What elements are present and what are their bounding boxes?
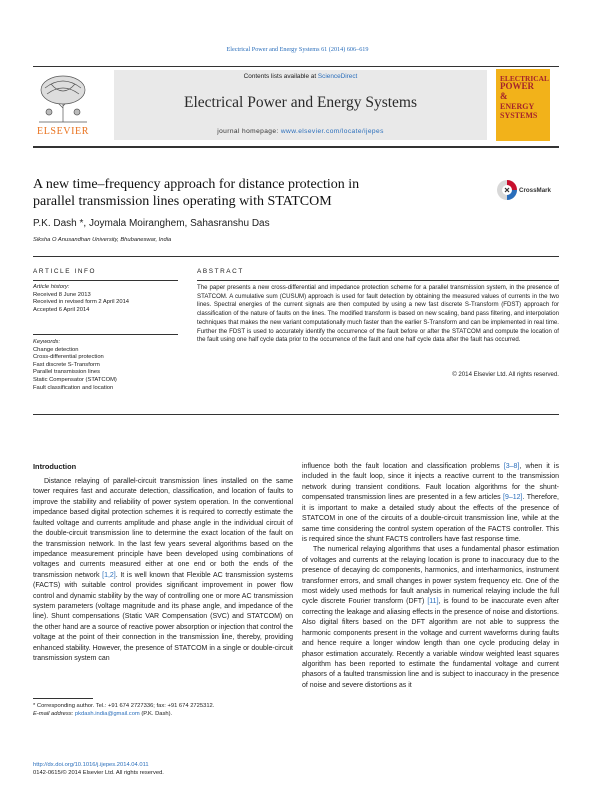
- email-link[interactable]: pkdash.india@gmail.com: [74, 711, 140, 718]
- paragraph: [33, 477, 293, 665]
- cover-line-3: &: [500, 91, 508, 101]
- paragraph-text: Distance relaying of parallel-circuit transmission lines installed on the same tower requires fast and accurate detection, classification, and location of faults to improve the stability and reliability of power system operation. In the conventional impedance based digital protection schemes it is required to correctly estimate the faulted voltage and currents amplitude and phase angle in the individual circuit of the double-circuit transmission line to determine the exact location of the fault on the transmission network. In the last few years several algorithms based on the impedance measurement principle have been developed using combinations of voltages and currents measured either at one end or both the ends of the transmission network: [33, 478, 293, 579]
- keywords-label: Keywords:: [33, 339, 61, 345]
- email-suffix: (P.K. Dash).: [139, 711, 173, 718]
- article-title: [33, 176, 453, 210]
- issn-line: 0142-0615/© 2014 Elsevier Ltd. All rights reserved.: [33, 770, 164, 777]
- abstract-rule: [197, 280, 559, 281]
- paragraph-text: , when it is included in the fault loop, since it injects a reactive current to the transmission network during transient conditions. Fault location algorithms for the shunt-compensated transmission lines are presented in a few articles: [302, 463, 559, 502]
- body-left-column: [33, 477, 293, 689]
- bottom-meta: [33, 761, 293, 778]
- corresponding-author-note: [33, 702, 293, 710]
- cover-line-5: SYSTEMS: [500, 111, 538, 120]
- citation-link[interactable]: [1,2]: [102, 571, 116, 579]
- article-title-line-1: A new time–frequency approach for distance protection in: [33, 177, 360, 192]
- history-label: Article history:: [33, 284, 70, 290]
- body-right-column: [302, 462, 559, 782]
- homepage-prefix: journal homepage:: [217, 128, 281, 135]
- keyword-item: Change detection: [33, 346, 79, 353]
- keyword-item: Cross-differential protection: [33, 354, 104, 361]
- cover-line-2: POWER: [500, 81, 535, 91]
- paragraph-text: The numerical relaying algorithms that uses a fundamental phasor estimation of voltages and currents at the relaying location is prone to inaccuracy due to the presence of decaying dc components, harmonics, and interharmonics, instrument transformer errors, and small changes in power system frequency etc. One of the most widely used methods for fault analysis in numerical relaying include the full cycle discrete Fourier transform (DFT): [302, 546, 559, 606]
- history-accepted: Accepted 6 April 2014: [33, 306, 90, 313]
- citation-link[interactable]: [3–8]: [503, 463, 520, 470]
- sciencedirect-link[interactable]: ScienceDirect: [317, 73, 358, 80]
- keywords-rule: [33, 334, 178, 335]
- paragraph-text: . It is well known that Flexible AC transmission systems (FACTS) with suitable control provides significant improvement in power flow control and dynamic stability by the way of controlling one or more AC transmission system parameters (voltage magnitude and its phase angle, and impedance of the line). Shunt compensations (Static VAR Compensation (SVC) and STATCOM) on the other hand are a source of reactive power absorption or injection that control the voltage at the point of their connection in the transmission line, thereby, providing enhanced stability. However, the presence of STATCOM in a single or double-circuit transmission system can: [33, 571, 293, 663]
- abstract-heading: ABSTRACT: [197, 268, 244, 275]
- keyword-item: Fault classification and location: [33, 384, 114, 391]
- doi-link[interactable]: http://dx.doi.org/10.1016/j.ijepes.2014.04.011: [33, 762, 149, 768]
- footnote-marker: *: [33, 703, 36, 709]
- title-block-rule: [33, 256, 559, 257]
- crossmark-label: CrossMark: [519, 187, 551, 194]
- abstract-bottom-rule: [33, 414, 559, 415]
- keyword-item: Static Compensator (STATCOM): [33, 376, 117, 383]
- journal-title: Electrical Power and Energy Systems: [183, 94, 417, 111]
- paragraph: [302, 545, 559, 691]
- footnote-contact: Corresponding author. Tel.: +91 674 2727336; fax: +91 674 2725312.: [36, 703, 215, 709]
- section-heading-introduction: Introduction: [33, 462, 77, 471]
- publisher-name: ELSEVIER: [36, 126, 90, 137]
- paragraph-text: , is found to be inaccurate even after correcting the leakage and aliasing effects in the presence of noise and distortions. Also digital filters based on the DFT algorithm are not able to suppress the harmonic components present in the voltage and current waveforms during faults and hence require a longer window length than one cycle producing delay in phasor estimation accurately. Recently a variable window weighted least squares algorithm has been reported to estimate the fundamental voltage and current phasors of a faulted transmission line and is subject to inaccuracy in the presence of noise and severe distortions as it: [302, 598, 559, 689]
- article-info-rule: [33, 280, 178, 281]
- citation-link[interactable]: [11]: [427, 598, 439, 606]
- homepage-link[interactable]: www.elsevier.com/locate/ijepes: [280, 128, 384, 135]
- history-received: Received 8 June 2013: [33, 291, 91, 298]
- cover-line-4: ENERGY: [500, 102, 535, 111]
- journal-cover-thumbnail: [496, 69, 550, 141]
- email-line: [33, 710, 293, 718]
- keywords-block: [33, 339, 117, 392]
- crossmark-icon: [496, 179, 518, 201]
- email-label: E-mail address:: [33, 711, 75, 718]
- footnote-rule: [33, 698, 93, 699]
- affiliation: Siksha O Anusandhan University, Bhubaneswar, India: [33, 237, 172, 243]
- author-list: P.K. Dash *, Joymala Moiranghem, Sahasranshu Das: [33, 218, 270, 229]
- running-head[interactable]: Electrical Power and Energy Systems 61 (2014) 606–619: [226, 46, 369, 53]
- contents-prefix: Contents lists available at: [243, 73, 318, 80]
- cover-line-1: ELECTRICAL: [500, 74, 549, 83]
- paragraph: [302, 462, 559, 545]
- paragraph-text: influence both the fault location and classification problems: [302, 463, 504, 470]
- keyword-item: Fast discrete S-Transform: [33, 361, 100, 368]
- history-revised: Received in revised form 2 April 2014: [33, 299, 130, 306]
- citation-link[interactable]: [9–12]: [503, 494, 523, 502]
- abstract-copyright: © 2014 Elsevier Ltd. All rights reserved.: [452, 371, 559, 378]
- article-title-line-2: parallel transmission lines operating with STATCOM: [33, 194, 332, 209]
- abstract-text: The paper presents a new cross-differential and impedance protection scheme for a parallel transmission system, in the presence of STATCOM. A cumulative sum (CUSUM) approach is used for fault detection by obtaining the measured values of currents in the two lines. Spectral energies of the current signals are then computed by using a new fast discrete S-Transform (FDST) approach for classification of the nature of faults on the lines. The modified transform is based on new scaling, band pass filtering, and interpolation techniques that makes the new variant computationally much faster than the earlier S-Transform and can be implemented in real time. Further the FDST is used to accurately identify the occurrence of the fault before or after the STATCOM and compute the location of the fault using one half cycle data prior to the occurrence of the fault and one half cycle data after the fault has occurred.: [197, 284, 559, 344]
- footnote: [33, 702, 293, 719]
- header-bottom-rule: [33, 146, 559, 148]
- paragraph-text: . Therefore, it is important to make a detailed study about the effects of the presence of STATCOM in one of the circuits of a double-circuit transmission line, while at the same time considering the control system operation of the FACTS controller. This is required since the shunt FACTS controllers have fast response time.: [302, 494, 559, 543]
- keyword-item: Parallel transmission lines: [33, 369, 101, 376]
- journal-homepage: [114, 128, 487, 135]
- contents-line: [114, 73, 487, 80]
- article-history: [33, 284, 129, 314]
- article-info-heading: ARTICLE INFO: [33, 268, 97, 275]
- header-top-rule: [33, 66, 559, 67]
